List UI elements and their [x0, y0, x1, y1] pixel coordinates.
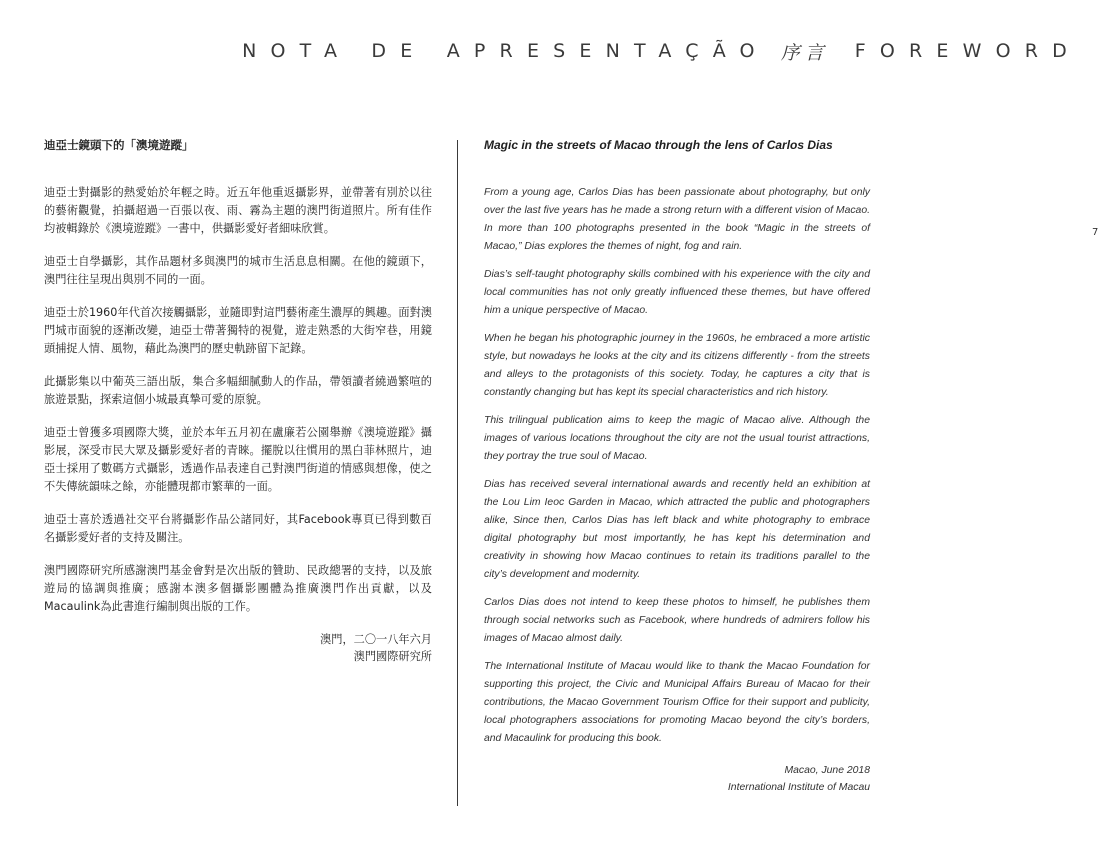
header-title-portuguese: NOTA DE APRESENTAÇÃO: [242, 40, 769, 62]
column-divider: [457, 140, 458, 806]
english-heading: Magic in the streets of Macao through the lens of Carlos Dias: [484, 138, 833, 152]
header-title-english: FOREWORD: [854, 40, 1081, 62]
chinese-signature: [44, 631, 432, 665]
chinese-paragraph: 迪亞士對攝影的熱愛始於年輕之時。近五年他重返攝影界，並帶著有別於以往的藝術觀覺，拍攝超過一百張以夜、雨、霧為主題的澳門街道照片。所有佳作均被輯錄於《澳境遊蹤》一書中，供攝影愛好者細味欣賞。: [44, 186, 432, 235]
english-paragraph: When he began his photographic journey in the 1960s, he embraced a more artistic style, but nowadays he looks at the city and its citizens differently - from the streets and alleys to the protagonists of this society. Today, he captures a city that is constantly changing but has kept its special characteristics and rich history.: [484, 333, 870, 398]
chinese-column: [44, 136, 432, 665]
english-paragraph: Carlos Dias does not intend to keep these photos to himself, he publishes them through social networks such as Facebook, where hundreds of admirers follow his images of Macao almost daily.: [484, 597, 870, 644]
chinese-paragraph: 迪亞士喜於透過社交平台將攝影作品公諸同好，其Facebook專頁已得到數百名攝影愛好者的支持及關注。: [44, 513, 432, 544]
page-header-title: [242, 36, 1081, 66]
header-title-chinese: 序言: [780, 41, 829, 64]
chinese-heading: 迪亞士鏡頭下的「澳境遊蹤」: [44, 138, 194, 152]
english-sign-place-date: Macao, June 2018: [784, 765, 870, 776]
chinese-paragraph: 迪亞士自學攝影，其作品題材多與澳門的城市生活息息相關。在他的鏡頭下，澳門往往呈現出與別不同的一面。: [44, 255, 432, 286]
chinese-paragraph: 澳門國際研究所感謝澳門基金會對是次出版的贊助、民政總署的支持，以及旅遊局的協調與推廣；感謝本澳多個攝影團體為推廣澳門作出貢獻，以及Macaulink為此書進行編制與出版的工作。: [44, 564, 432, 613]
english-paragraph: Dias has received several international awards and recently held an exhibition at the Lou Lim Ieoc Garden in Macao, which attracted the public and photographers alike, Since then, Carlos Dias has left black and white photography to embrace digital photography but most importantly, he has kept his determination and creativity in showing how Macao continues to retain its traditions parallel to the city’s development and modernity.: [484, 479, 870, 580]
chinese-paragraph: 迪亞士曾獲多項國際大獎，並於本年五月初在盧廉若公園舉辦《澳境遊蹤》攝影展，深受市民大眾及攝影愛好者的青睞。擺脫以往慣用的黑白菲林照片，迪亞士採用了數碼方式攝影，透過作品表達自己對澳門街道的情感與想像，使之不失傳統韻味之餘，亦能體現都市繁華的一面。: [44, 426, 432, 493]
chinese-paragraph: 此攝影集以中葡英三語出版，集合多幅細膩動人的作品，帶領讀者繞過繁喧的旅遊景點，探索這個小城最真摯可愛的原貌。: [44, 375, 432, 406]
chinese-sign-organization: 澳門國際研究所: [353, 650, 432, 663]
english-signature: [484, 762, 870, 796]
english-paragraph: This trilingual publication aims to keep the magic of Macao alive. Although the images of various locations throughout the city are not the usual tourist attractions, they portray the true soul of Macao.: [484, 415, 870, 462]
english-paragraph: The International Institute of Macau would like to thank the Macao Foundation for supporting this project, the Civic and Municipal Affairs Bureau of Macao for their contributions, the Macao Government Tourism Office for their support and publicity, local photographers associations for promoting Macao beyond the city’s borders, and Macaulink for producing this book.: [484, 661, 870, 744]
chinese-paragraph: 迪亞士於1960年代首次接觸攝影，並隨即對這門藝術產生濃厚的興趣。面對澳門城市面貌的逐漸改變，迪亞士帶著獨特的視覺，遊走熟悉的大街窄巷，用鏡頭捕捉人情、風物，藉此為澳門的歷史軌跡留下記錄。: [44, 306, 432, 355]
english-paragraph: Dias’s self-taught photography skills combined with his experience with the city and local communities has not only greatly influenced these themes, but have offered him a unique perspective of Macao.: [484, 269, 870, 316]
english-sign-organization: International Institute of Macau: [727, 782, 870, 793]
chinese-sign-place-date: 澳門，二〇一八年六月: [320, 633, 432, 646]
english-column: [484, 136, 870, 796]
english-paragraph: From a young age, Carlos Dias has been passionate about photography, but only over the last five years has he made a strong return with a different vision of Macao. In more than 100 photographs presented in the book “Magic in the streets of Macao,” Dias explores the themes of night, fog and rain.: [484, 187, 870, 252]
page-number: 7: [1092, 227, 1099, 238]
